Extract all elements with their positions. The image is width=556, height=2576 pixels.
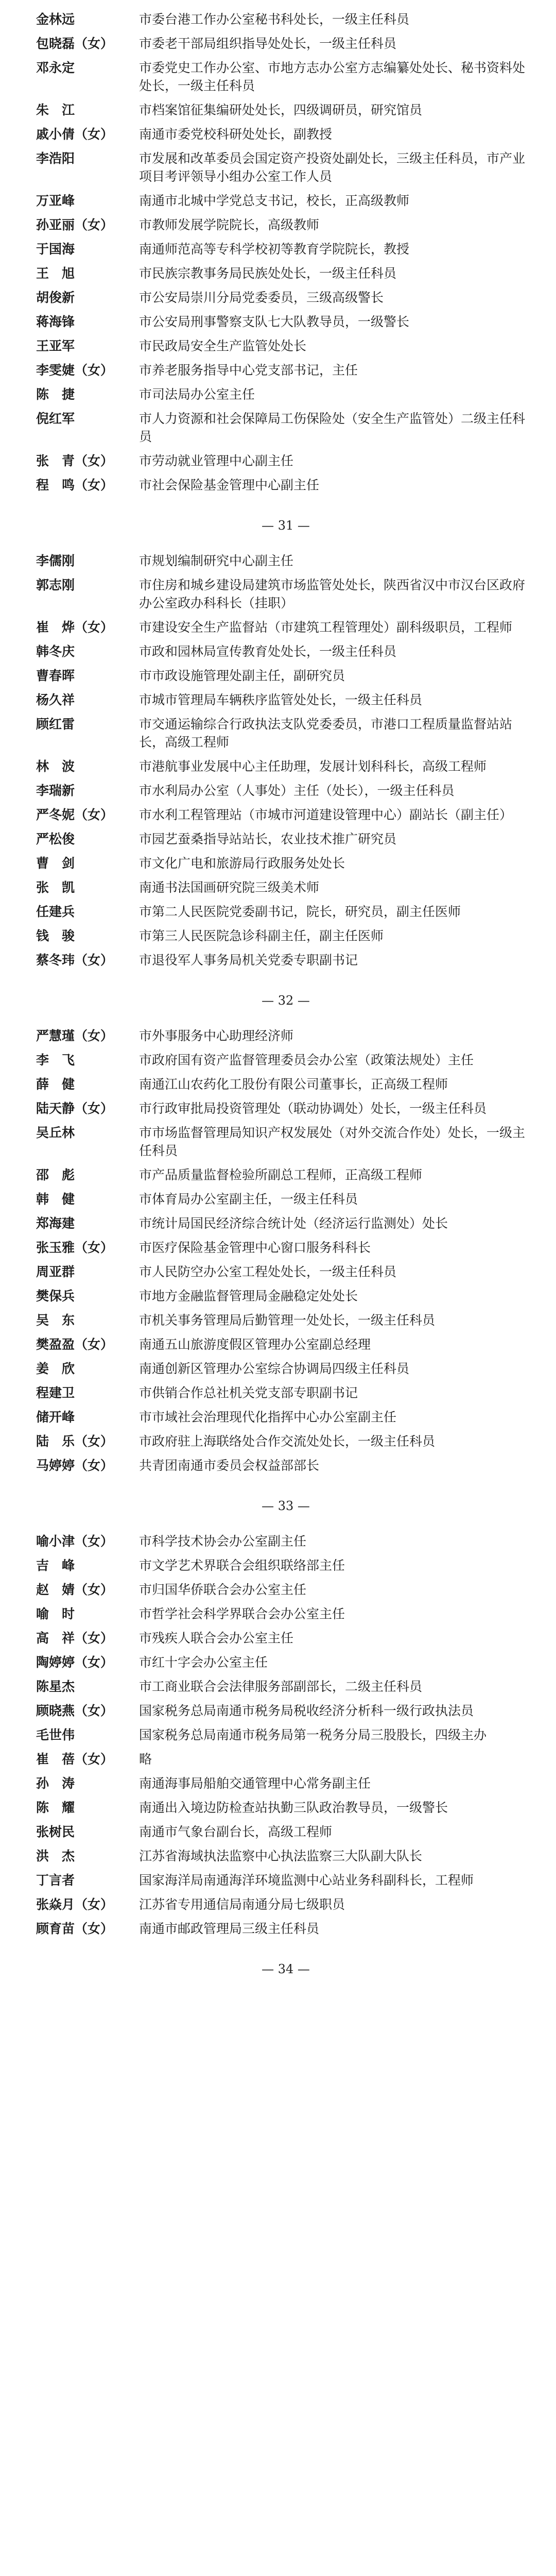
roster-entry <box>36 1726 535 1744</box>
roster-list <box>36 10 535 1995</box>
person-name: 戚小倩（女） <box>36 127 114 142</box>
person-title: 共青团南通市委员会权益部部长 <box>139 1458 320 1473</box>
roster-entry <box>36 1027 535 1045</box>
roster-entry <box>36 1287 535 1305</box>
person-name: 钱 骏 <box>36 928 75 943</box>
person-name: 倪红军 <box>36 411 75 426</box>
roster-entry <box>36 1799 535 1817</box>
person-name: 孙 涛 <box>36 1776 75 1791</box>
person-title: 市城市管理局车辆秩序监管处处长，一级主任科员 <box>139 692 423 707</box>
person-title: 市劳动就业管理中心副主任 <box>139 453 294 468</box>
person-title: 市政和园林局宣传教育处处长，一级主任科员 <box>139 644 397 659</box>
roster-entry <box>36 385 535 403</box>
person-name: 吴 东 <box>36 1313 75 1328</box>
person-name: 丁言者 <box>36 1873 75 1888</box>
person-title: 市民族宗教事务局民族处处长，一级主任科员 <box>139 266 397 281</box>
roster-entry <box>36 1051 535 1069</box>
person-name: 郑海建 <box>36 1216 75 1231</box>
person-name: 陈 耀 <box>36 1800 75 1815</box>
person-title: 市归国华侨联合会办公室主任 <box>139 1582 307 1597</box>
roster-entry <box>36 1774 535 1792</box>
person-title: 市市场监督管理局知识产权发展处（对外交流合作处）处长，一级主任科员 <box>139 1125 526 1158</box>
person-title: 市养老服务指导中心党支部书记，主任 <box>139 363 358 378</box>
person-title: 市发展和改革委员会国定资产投资处副处长，三级主任科员，市产业项目考评领导小组办公室工作人员 <box>139 151 526 184</box>
person-title: 市地方金融监督管理局金融稳定处处长 <box>139 1289 358 1303</box>
person-name: 邵 彪 <box>36 1167 75 1182</box>
person-name: 张树民 <box>36 1824 75 1839</box>
person-title: 市统计局国民经济综合统计处（经济运行监测处）处长 <box>139 1216 448 1231</box>
roster-entry <box>36 410 535 446</box>
roster-entry <box>36 264 535 282</box>
person-name: 张 青（女） <box>36 453 114 468</box>
person-title: 市公安局崇川分局党委委员，三级高级警长 <box>139 290 384 305</box>
person-title: 市政府国有资产监督管理委员会办公室（政策法规处）主任 <box>139 1053 474 1067</box>
person-name: 杨久祥 <box>36 692 75 707</box>
person-name: 王 旭 <box>36 266 75 281</box>
person-name: 赵 婧（女） <box>36 1582 114 1597</box>
roster-entry <box>36 1895 535 1913</box>
roster-entry <box>36 1702 535 1720</box>
person-name: 李 飞 <box>36 1053 75 1067</box>
roster-entry <box>36 618 535 636</box>
person-title: 市文化广电和旅游局行政服务处处长 <box>139 856 345 871</box>
roster-entry <box>36 1847 535 1865</box>
roster-entry <box>36 1750 535 1768</box>
person-name: 喻小津（女） <box>36 1534 114 1549</box>
person-title: 南通师范高等专科学校初等教育学院院长，教授 <box>139 242 410 257</box>
person-title: 南通五山旅游度假区管理办公室副总经理 <box>139 1337 371 1352</box>
person-title: 南通市委党校科研处处长，副教授 <box>139 127 333 142</box>
person-name: 韩冬庆 <box>36 644 75 659</box>
person-name: 于国海 <box>36 242 75 257</box>
roster-entry <box>36 35 535 53</box>
person-name: 李儒刚 <box>36 553 75 568</box>
person-name: 喻 时 <box>36 1606 75 1621</box>
person-title: 南通市邮政管理局三级主任科员 <box>139 1921 320 1936</box>
page-number: — 33 — <box>262 1499 310 1513</box>
person-name: 吉 峰 <box>36 1558 75 1573</box>
person-name: 陈星杰 <box>36 1679 75 1694</box>
roster-entry <box>36 903 535 921</box>
person-title: 江苏省专用通信局南通分局七级职员 <box>139 1897 345 1912</box>
roster-entry <box>36 1605 535 1623</box>
person-name: 曹春晖 <box>36 668 75 683</box>
person-title: 市外事服务中心助理经济师 <box>139 1028 294 1043</box>
person-title: 市港航事业发展中心主任助理，发展计划科科长，高级工程师 <box>139 759 487 774</box>
person-title: 市哲学社会科学界联合会办公室主任 <box>139 1606 345 1621</box>
person-title: 国家海洋局南通海洋环境监测中心站业务科副科长，工程师 <box>139 1873 474 1888</box>
person-title: 市委老干部局组织指导处处长，一级主任科员 <box>139 36 397 51</box>
person-title: 市市域社会治理现代化指挥中心办公室副主任 <box>139 1410 397 1425</box>
person-title: 市科学技术协会办公室副主任 <box>139 1534 307 1549</box>
person-name: 顾育苗（女） <box>36 1921 114 1936</box>
person-name: 李浩阳 <box>36 151 75 166</box>
person-name: 陆天静（女） <box>36 1101 114 1116</box>
roster-entry <box>36 854 535 872</box>
page-number: — 34 — <box>262 1962 310 1976</box>
page-number: — 31 — <box>262 518 310 533</box>
person-name: 洪 杰 <box>36 1849 75 1863</box>
roster-entry <box>36 576 535 612</box>
person-name: 高 祥（女） <box>36 1631 114 1646</box>
roster-entry <box>36 240 535 258</box>
roster-entry <box>36 757 535 775</box>
person-title: 市民政局安全生产监管处处长 <box>139 338 307 353</box>
person-title: 市水利工程管理站（市城市河道建设管理中心）副站长（副主任） <box>139 807 513 822</box>
roster-entry <box>36 59 535 95</box>
roster-entry <box>36 216 535 234</box>
person-title: 市工商业联合会法律服务部副部长，二级主任科员 <box>139 1679 423 1694</box>
roster-entry <box>36 1311 535 1329</box>
person-name: 樊盈盈（女） <box>36 1337 114 1352</box>
roster-entry <box>36 1456 535 1475</box>
person-title: 市规划编制研究中心副主任 <box>139 553 294 568</box>
person-title: 市住房和城乡建设局建筑市场监管处处长，陕西省汉中市汉台区政府办公室政办科科长（挂职） <box>139 578 526 611</box>
person-title: 市委党史工作办公室、市地方志办公室方志编纂处处长、秘书资料处处长，一级主任科员 <box>139 60 526 93</box>
person-name: 崔 蓓（女） <box>36 1752 114 1767</box>
roster-entry <box>36 1653 535 1671</box>
person-name: 邓永定 <box>36 60 75 75</box>
roster-entry <box>36 101 535 119</box>
person-name: 陆 乐（女） <box>36 1434 114 1449</box>
person-title: 市政府驻上海联络处合作交流处处长，一级主任科员 <box>139 1434 436 1449</box>
person-name: 林 波 <box>36 759 75 774</box>
person-title: 市体育局办公室副主任，一级主任科员 <box>139 1192 358 1207</box>
roster-entry <box>36 125 535 143</box>
person-title: 市园艺蚕桑指导站站长，农业技术推广研究员 <box>139 832 397 846</box>
person-title: 南通创新区管理办公室综合协调局四级主任科员 <box>139 1361 410 1376</box>
roster-entry <box>36 337 535 355</box>
roster-entry <box>36 1920 535 1938</box>
person-name: 孙亚丽（女） <box>36 217 114 232</box>
roster-entry <box>36 927 535 945</box>
person-title: 市司法局办公室主任 <box>139 387 255 402</box>
roster-entry <box>36 1823 535 1841</box>
person-title: 市水利局办公室（人事处）主任（处长），一级主任科员 <box>139 783 455 798</box>
person-title: 市档案馆征集编研处处长，四级调研员，研究馆员 <box>139 103 423 117</box>
person-name: 蒋海锋 <box>36 314 75 329</box>
person-title: 南通出入境边防检查站执勤三队政治教导员，一级警长 <box>139 1800 448 1815</box>
person-title: 市建设安全生产监督站（市建筑工程管理处）副科级职员，工程师 <box>139 620 513 635</box>
person-title: 市委台港工作办公室秘书科处长，一级主任科员 <box>139 12 410 27</box>
person-title: 南通海事局船舶交通管理中心常务副主任 <box>139 1776 371 1791</box>
roster-entry <box>36 1432 535 1450</box>
roster-entry <box>36 642 535 660</box>
person-name: 严松俊 <box>36 832 75 846</box>
roster-entry <box>36 1075 535 1093</box>
person-name: 李雯婕（女） <box>36 363 114 378</box>
person-name: 包晓磊（女） <box>36 36 114 51</box>
roster-entry <box>36 1871 535 1889</box>
person-name: 严冬妮（女） <box>36 807 114 822</box>
person-name: 程建卫 <box>36 1385 75 1400</box>
person-name: 陈 捷 <box>36 387 75 402</box>
roster-entry <box>36 1556 535 1574</box>
roster-entry <box>36 878 535 896</box>
roster-entry <box>36 667 535 685</box>
person-name: 薛 健 <box>36 1077 75 1092</box>
roster-entry <box>36 1629 535 1647</box>
person-name: 樊保兵 <box>36 1289 75 1303</box>
roster-entry <box>36 1214 535 1232</box>
person-name: 顾晓燕（女） <box>36 1703 114 1718</box>
roster-entry <box>36 192 535 210</box>
person-name: 张 凯 <box>36 880 75 895</box>
roster-entry <box>36 1166 535 1184</box>
person-title: 南通市北城中学党总支书记，校长，正高级教师 <box>139 193 410 208</box>
roster-entry <box>36 1581 535 1599</box>
roster-entry <box>36 1384 535 1402</box>
person-title: 江苏省海域执法监察中心执法监察三大队副大队长 <box>139 1849 423 1863</box>
person-name: 万亚峰 <box>36 193 75 208</box>
person-name: 姜 欣 <box>36 1361 75 1376</box>
roster-entry <box>36 1124 535 1160</box>
roster-entry <box>36 1190 535 1208</box>
roster-entry <box>36 951 535 969</box>
person-name: 顾红雷 <box>36 717 75 732</box>
person-title: 市人力资源和社会保障局工伤保险处（安全生产监管处）二级主任科员 <box>139 411 526 444</box>
roster-entry <box>36 1677 535 1696</box>
roster-entry <box>36 1532 535 1550</box>
person-name: 蔡冬玮（女） <box>36 953 114 968</box>
roster-entry <box>36 1408 535 1426</box>
person-name: 胡俊新 <box>36 290 75 305</box>
roster-entry <box>36 782 535 800</box>
person-title: 市第三人民医院急诊科副主任，副主任医师 <box>139 928 384 943</box>
person-title: 国家税务总局南通市税务局第一税务分局三股股长，四级主办 <box>139 1727 487 1742</box>
roster-entry <box>36 1263 535 1281</box>
person-title: 市教师发展学院院长，高级教师 <box>139 217 320 232</box>
person-title: 市产品质量监督检验所副总工程师，正高级工程师 <box>139 1167 423 1182</box>
person-title: 市公安局刑事警察支队七大队教导员，一级警长 <box>139 314 410 329</box>
roster-entry <box>36 691 535 709</box>
person-name: 曹 剑 <box>36 856 75 871</box>
person-title: 市文学艺术界联合会组织联络部主任 <box>139 1558 345 1573</box>
person-title: 市社会保险基金管理中心副主任 <box>139 478 320 493</box>
roster-entry <box>36 289 535 307</box>
person-name: 王亚军 <box>36 338 75 353</box>
person-name: 郭志刚 <box>36 578 75 592</box>
roster-entry <box>36 313 535 331</box>
person-name: 马婷婷（女） <box>36 1458 114 1473</box>
roster-entry <box>36 1335 535 1353</box>
roster-entry <box>36 830 535 848</box>
roster-entry <box>36 552 535 570</box>
roster-entry <box>36 806 535 824</box>
person-name: 李瑞新 <box>36 783 75 798</box>
roster-entry <box>36 149 535 185</box>
person-title: 市医疗保险基金管理中心窗口服务科科长 <box>139 1240 371 1255</box>
person-title: 市第二人民医院党委副书记，院长，研究员，副主任医师 <box>139 904 461 919</box>
roster-entry <box>36 715 535 751</box>
roster-entry <box>36 452 535 470</box>
person-name: 韩 健 <box>36 1192 75 1207</box>
person-name: 朱 江 <box>36 103 75 117</box>
person-title: 略 <box>139 1752 152 1767</box>
roster-entry <box>36 361 535 379</box>
roster-entry <box>36 10 535 28</box>
person-name: 崔 烨（女） <box>36 620 114 635</box>
person-title: 市行政审批局投资管理处（联动协调处）处长，一级主任科员 <box>139 1101 487 1116</box>
roster-entry <box>36 1239 535 1257</box>
person-name: 严慧瑾（女） <box>36 1028 114 1043</box>
person-title: 南通江山农药化工股份有限公司董事长，正高级工程师 <box>139 1077 448 1092</box>
person-title: 市红十字会办公室主任 <box>139 1655 268 1670</box>
person-name: 任建兵 <box>36 904 75 919</box>
person-title: 市退役军人事务局机关党委专职副书记 <box>139 953 358 968</box>
roster-entry <box>36 476 535 494</box>
person-title: 市交通运输综合行政执法支队党委委员，市港口工程质量监督站站长，高级工程师 <box>139 717 513 750</box>
person-title: 南通书法国画研究院三级美术师 <box>139 880 320 895</box>
person-name: 吴丘林 <box>36 1125 75 1140</box>
person-name: 张玉雅（女） <box>36 1240 114 1255</box>
person-name: 张焱月（女） <box>36 1897 114 1912</box>
page-number: — 32 — <box>262 993 310 1008</box>
person-title: 市供销合作总社机关党支部专职副书记 <box>139 1385 358 1400</box>
person-name: 储开峰 <box>36 1410 75 1425</box>
person-title: 国家税务总局南通市税务局税收经济分析科一级行政执法员 <box>139 1703 474 1718</box>
person-title: 市市政设施管理处副主任，副研究员 <box>139 668 345 683</box>
person-title: 市机关事务管理局后勤管理一处处长，一级主任科员 <box>139 1313 436 1328</box>
roster-entry <box>36 1360 535 1378</box>
person-name: 程 鸣（女） <box>36 478 114 493</box>
person-name: 陶婷婷（女） <box>36 1655 114 1670</box>
roster-entry <box>36 1099 535 1117</box>
person-title: 市人民防空办公室工程处处长，一级主任科员 <box>139 1264 397 1279</box>
person-name: 金林远 <box>36 12 75 27</box>
person-name: 周亚群 <box>36 1264 75 1279</box>
person-name: 毛世伟 <box>36 1727 75 1742</box>
person-title: 市残疾人联合会办公室主任 <box>139 1631 294 1646</box>
person-title: 南通市气象台副台长，高级工程师 <box>139 1824 333 1839</box>
